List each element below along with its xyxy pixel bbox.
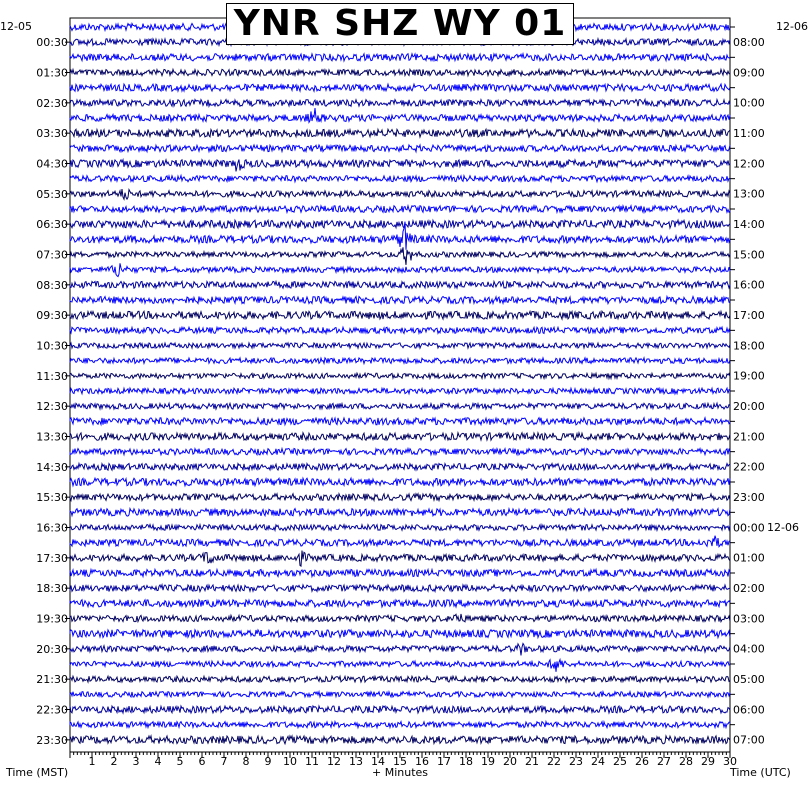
left-time-label: 06:30 [36, 218, 68, 232]
x-tick-label: 23 [569, 755, 583, 768]
x-tick-label: 3 [132, 755, 140, 768]
right-date-label-top: 12-06 [776, 20, 808, 33]
x-tick-label: 12 [327, 755, 341, 768]
x-tick-label: 28 [679, 755, 693, 768]
title-box [226, 3, 574, 45]
left-time-label: 14:30 [36, 460, 68, 474]
right-time-label: 13:00 [733, 187, 765, 201]
x-tick-label: 10 [283, 755, 297, 768]
right-time-label: 01:00 [733, 551, 765, 565]
right-time-label: 14:00 [733, 218, 765, 231]
x-tick-label: 7 [220, 755, 228, 768]
x-tick-label: 13 [349, 755, 363, 768]
right-time-label: 16:00 [733, 278, 765, 292]
x-tick-label: 8 [242, 755, 250, 768]
left-time-label: 09:30 [36, 309, 68, 323]
left-time-label: 07:30 [36, 248, 68, 262]
x-tick-label: 5 [176, 755, 184, 768]
x-tick-label: 15 [393, 755, 407, 768]
right-time-label: 08:00 [733, 36, 765, 49]
right-time-label: 17:00 [733, 309, 765, 322]
left-time-label: 13:30 [36, 430, 68, 444]
right-date-label-mid: 12-06 [767, 521, 799, 534]
right-time-label: 07:00 [733, 733, 765, 747]
right-time-label: 12:00 [733, 157, 765, 171]
x-tick-label: 16 [415, 755, 429, 768]
x-tick-label: 1 [88, 755, 96, 768]
left-time-label: 12:30 [36, 400, 68, 414]
left-time-label: 00:30 [36, 36, 68, 50]
right-time-label: 09:00 [733, 66, 765, 80]
right-time-label: 22:00 [733, 460, 765, 474]
x-tick-label: 27 [657, 755, 671, 768]
left-date-label: 12-05 [0, 20, 32, 33]
left-time-label: 16:30 [36, 521, 68, 535]
x-tick-label: 2 [110, 755, 118, 768]
right-time-label: 00:00 [733, 521, 765, 535]
left-time-label: 01:30 [36, 66, 68, 80]
left-time-label: 21:30 [36, 673, 68, 687]
left-time-label: 19:30 [36, 612, 68, 626]
right-time-label: 21:00 [733, 430, 765, 444]
left-time-label: 02:30 [36, 96, 68, 110]
right-time-label: 10:00 [733, 96, 765, 110]
right-time-label: 11:00 [733, 127, 765, 140]
x-tick-label: 25 [613, 755, 627, 768]
left-time-label: 17:30 [36, 551, 68, 565]
x-axis-label: + Minutes [372, 766, 429, 779]
right-time-label: 04:00 [733, 642, 765, 656]
left-time-label: 23:30 [36, 733, 68, 747]
x-tick-label: 4 [154, 755, 162, 768]
x-tick-label: 18 [459, 755, 473, 768]
right-time-label: 06:00 [733, 703, 765, 717]
left-time-label: 22:30 [36, 703, 68, 717]
plot-frame [70, 18, 730, 752]
x-tick-label: 6 [198, 755, 206, 768]
right-time-label: 15:00 [733, 248, 765, 262]
x-tick-label: 22 [547, 755, 561, 768]
left-time-label: 20:30 [36, 642, 68, 656]
right-time-label: 19:00 [733, 369, 765, 383]
x-tick-label: 14 [371, 755, 385, 768]
right-time-label: 02:00 [733, 582, 765, 595]
x-tick-label: 30 [723, 755, 737, 768]
right-axis-label: Time (UTC) [730, 766, 791, 779]
left-time-label: 15:30 [36, 491, 68, 505]
left-time-label: 05:30 [36, 187, 68, 201]
x-tick-label: 21 [525, 755, 539, 768]
x-tick-label: 9 [264, 755, 272, 768]
left-time-label: 03:30 [36, 127, 68, 141]
right-time-label: 18:00 [733, 339, 765, 353]
left-time-label: 10:30 [36, 339, 68, 353]
x-tick-label: 11 [305, 755, 319, 768]
x-tick-label: 24 [591, 755, 605, 768]
left-time-label: 08:30 [36, 278, 68, 292]
left-time-label: 18:30 [36, 582, 68, 596]
x-tick-label: 29 [701, 755, 715, 768]
left-time-label: 04:30 [36, 157, 68, 171]
right-time-label: 03:00 [733, 612, 765, 626]
x-tick-label: 17 [437, 755, 451, 768]
x-tick-label: 19 [481, 755, 495, 768]
chart-title: YNR SHZ WY 01 [233, 3, 567, 44]
x-tick-label: 26 [635, 755, 649, 768]
left-time-label: 11:30 [36, 369, 68, 383]
right-time-label: 23:00 [733, 491, 765, 504]
left-axis-label: Time (MST) [6, 766, 69, 779]
right-time-label: 05:00 [733, 673, 765, 686]
x-tick-label: 20 [503, 755, 517, 768]
right-time-label: 20:00 [733, 400, 765, 413]
